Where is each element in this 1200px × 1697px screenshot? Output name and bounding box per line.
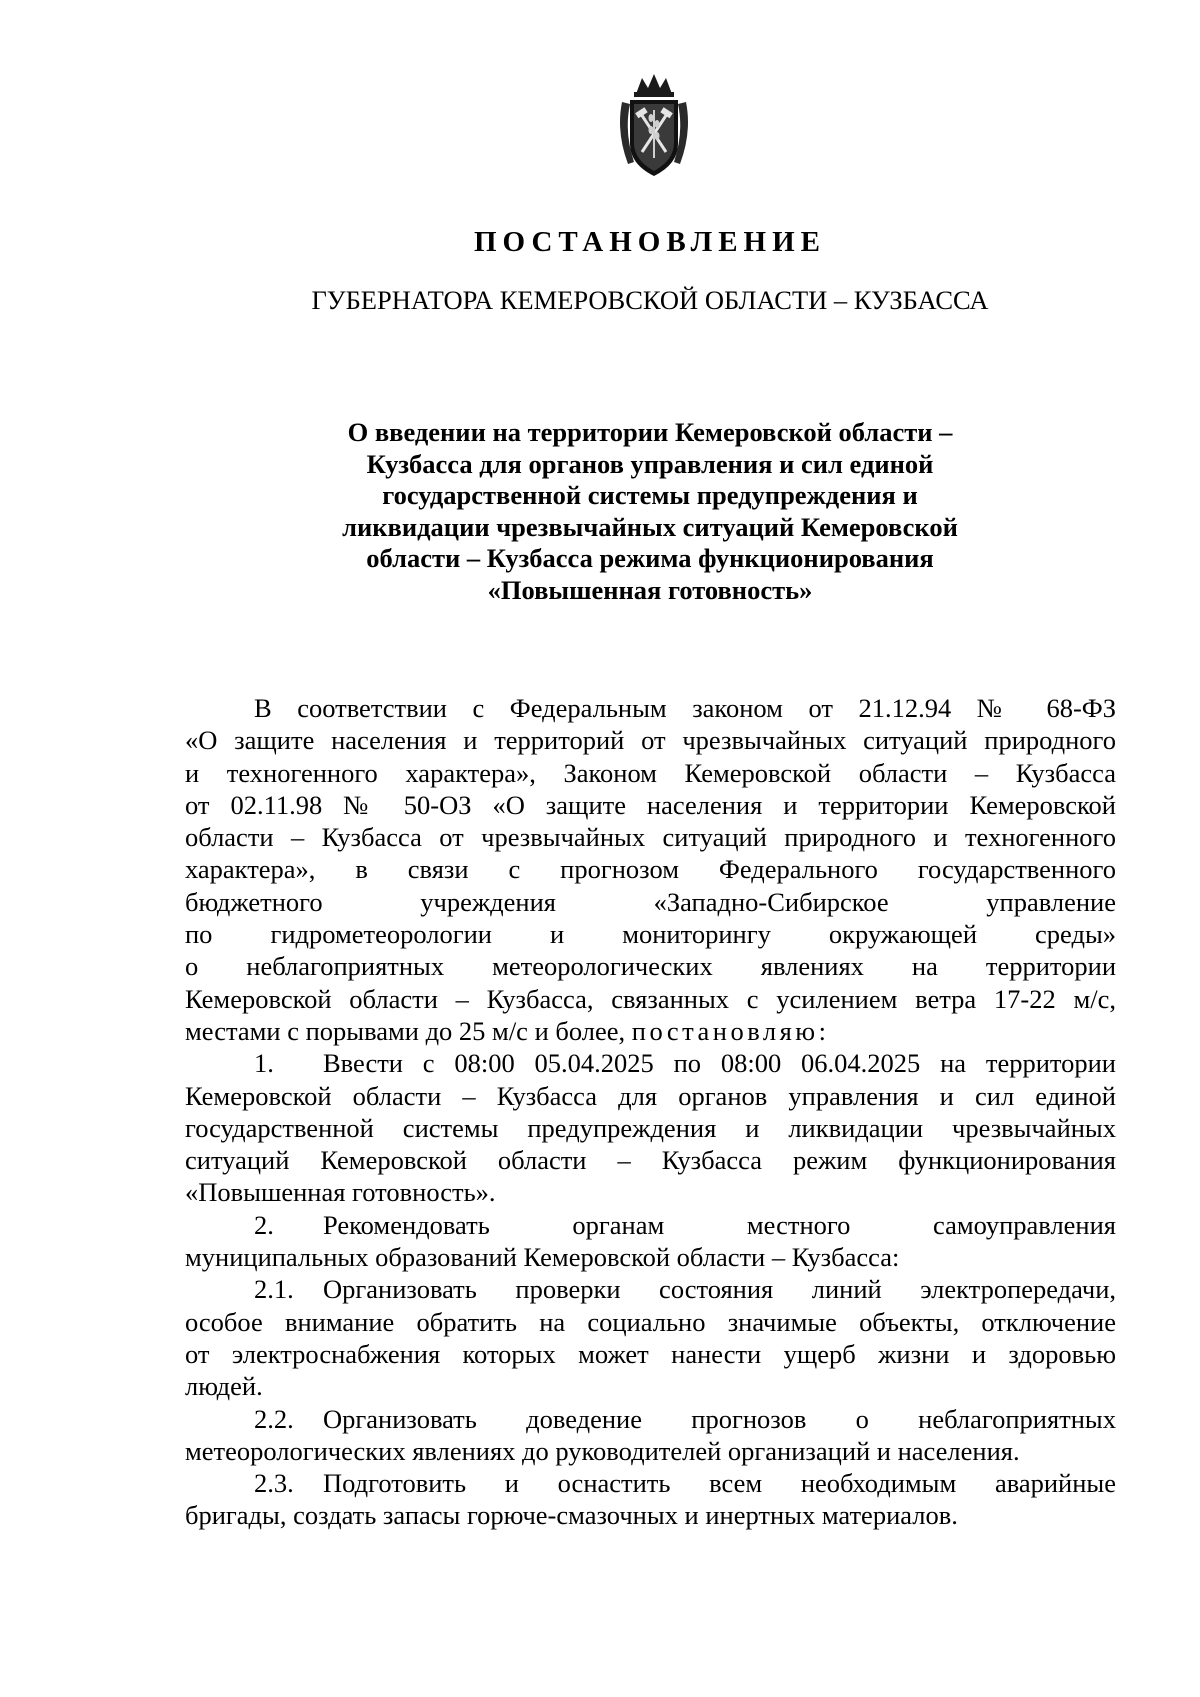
item-2 (185, 1209, 1116, 1274)
item-line (185, 1273, 1116, 1305)
preamble-line: бюджетного учреждения «Западно-Сибирское управление (185, 886, 1116, 917)
item-text: Организовать проверки состояния линий электропередачи, (323, 1274, 1116, 1305)
decree-word: постановляю: (631, 1015, 830, 1046)
subject-line: области – Кузбасса режима функционирования (366, 543, 934, 573)
subject-line: О введении на территории Кемеровской области – (347, 417, 953, 447)
preamble-line: о неблагоприятных метеорологических явлениях на территории (185, 951, 1116, 982)
item-line (185, 1047, 1116, 1079)
item-2-1 (185, 1273, 1116, 1402)
item-line (185, 1467, 1116, 1499)
item-number: 2.1. (254, 1274, 294, 1305)
preamble-paragraph (185, 692, 1116, 1047)
preamble-line: В соответствии с Федеральным законом от 21.12.94 № 68-ФЗ (254, 693, 1116, 723)
preamble-line: от 02.11.98 № 50-ОЗ «О защите населения и территории Кемеровской (185, 789, 1116, 820)
item-1 (185, 1047, 1116, 1208)
document-type-title: ПОСТАНОВЛЕНИЕ (473, 226, 826, 258)
item-line: государственной системы предупреждения и ликвидации чрезвычайных (185, 1112, 1116, 1143)
resolution-body (185, 692, 1116, 1532)
item-2-3 (185, 1467, 1116, 1532)
item-text: Организовать доведение прогнозов о неблагоприятных (323, 1403, 1116, 1434)
preamble-line: области – Кузбасса от чрезвычайных ситуаций природного и техногенного (185, 822, 1116, 853)
item-line: особое внимание обратить на социально значимые объекты, отключение (185, 1306, 1116, 1337)
item-line: муниципальных образований Кемеровской области – Кузбасса: (185, 1242, 900, 1273)
item-text: Ввести с 08:00 05.04.2025 по 08:00 06.04.2025 на территории (323, 1048, 1116, 1079)
preamble-line: «О защите населения и территорий от чрезвычайных ситуаций природного (185, 725, 1116, 756)
item-number: 2. (254, 1209, 274, 1240)
preamble-line: и техногенного характера», Законом Кемеровской области – Кузбасса (185, 757, 1116, 788)
item-line: людей. (185, 1371, 263, 1402)
item-text: Подготовить и оснастить всем необходимым аварийные (323, 1468, 1116, 1499)
preamble-line: по гидрометеорологии и мониторингу окружающей среды» (185, 919, 1116, 950)
item-line (185, 1403, 1116, 1435)
preamble-line: Кемеровской области – Кузбасса, связанных с усилением ветра 17-22 м/с, (185, 983, 1116, 1014)
issuer-line: ГУБЕРНАТОРА КЕМЕРОВСКОЙ ОБЛАСТИ – КУЗБАССА (311, 285, 989, 315)
item-line: Кемеровской области – Кузбасса для органов управления и сил единой (185, 1080, 1116, 1111)
preamble-last-text: местами с порывами до 25 м/с и более, (185, 1015, 626, 1046)
subject-line: Кузбасса для органов управления и сил единой (366, 448, 934, 479)
preamble-line (185, 1015, 1116, 1047)
item-number: 1. (254, 1048, 274, 1079)
item-text: Рекомендовать органам местного самоуправления (323, 1209, 1116, 1240)
item-number: 2.2. (254, 1403, 294, 1434)
item-line: ситуаций Кемеровской области – Кузбасса режим функционирования (185, 1145, 1116, 1176)
item-line: бригады, создать запасы горюче-смазочных и инертных материалов. (185, 1500, 958, 1531)
item-line: метеорологических явлениях до руководителей организаций и населения. (185, 1435, 1020, 1466)
item-2-2 (185, 1403, 1116, 1468)
subject-line: ликвидации чрезвычайных ситуаций Кемеровской (342, 511, 958, 542)
preamble-line: характера», в связи с прогнозом Федерального государственного (185, 854, 1116, 885)
subject-line: «Повышенная готовность» (487, 574, 813, 605)
subject-line: государственной системы предупреждения и (382, 480, 918, 510)
item-number: 2.3. (254, 1468, 294, 1499)
resolution-subject (310, 417, 990, 606)
item-line (185, 1209, 1116, 1241)
item-line: «Повышенная готовность». (185, 1177, 496, 1208)
item-line: от электроснабжения которых может нанести ущерб жизни и здоровью (185, 1338, 1116, 1369)
coat-of-arms-icon (614, 72, 694, 180)
